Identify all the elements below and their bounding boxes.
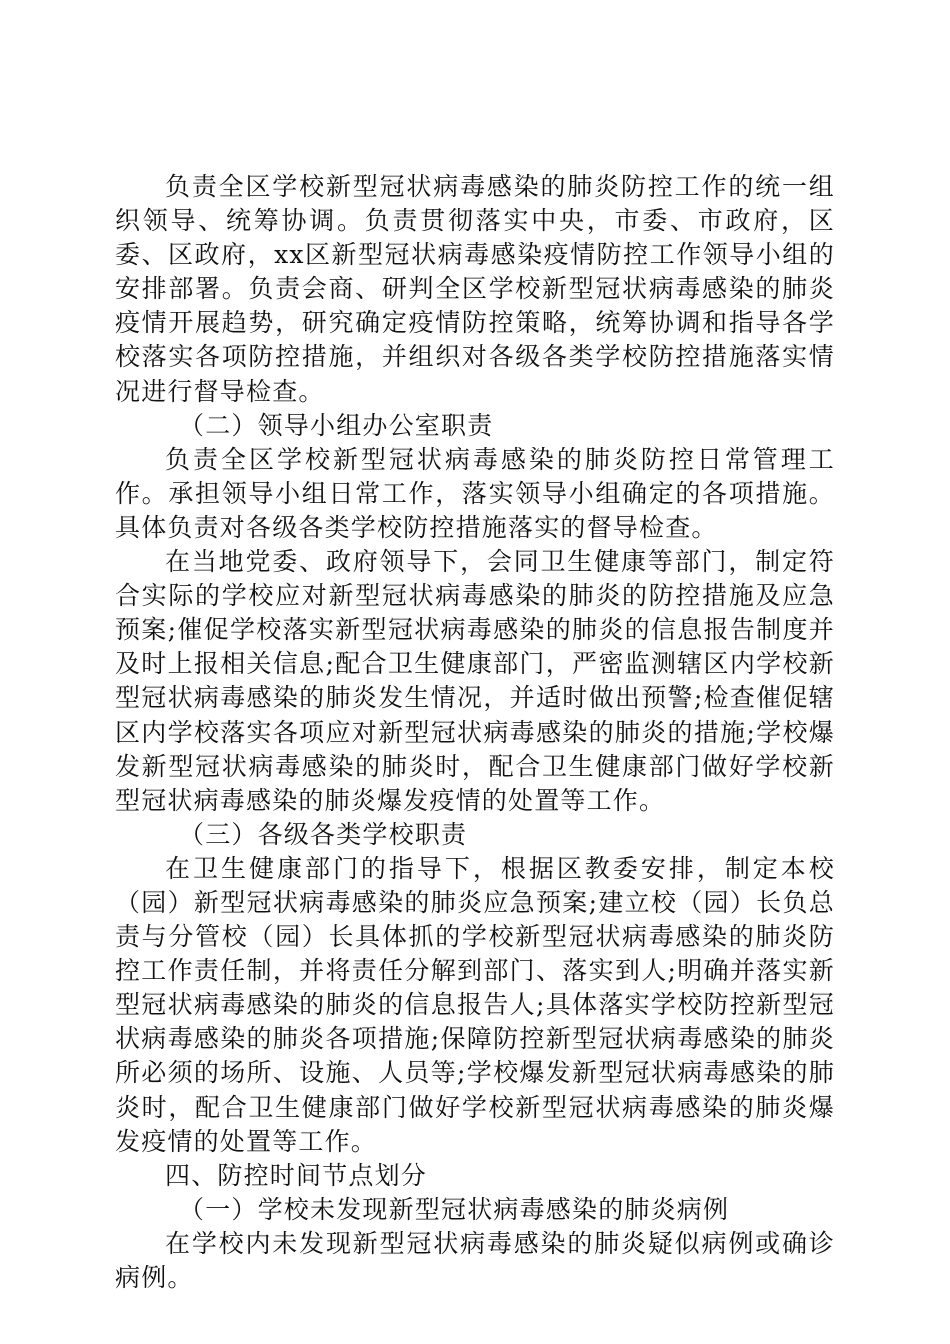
- heading-school-duties: （三）各级各类学校职责: [179, 819, 468, 849]
- paragraph-local-measures: 在当地党委、政府领导下，会同卫生健康等部门，制定符合实际的学校应对新型冠状病毒感染的肺炎的防控措施及应急预案;催促学校落实新型冠状病毒感染的肺炎的信息报告制度并及时上报相关信息;配合卫生健康部门，严密监测辖区内学校新型冠状病毒感染的肺炎发生情况，并适时做出预警;检查催促辖区内学校落实各项应对新型冠状病毒感染的肺炎的措施;学校爆发新型冠状病毒感染的肺炎时，配合卫生健康部门做好学校新型冠状病毒感染的肺炎爆发疫情的处置等工作。: [115, 547, 835, 815]
- document-body: [115, 170, 835, 1295]
- paragraph-no-cases: 在学校内未发现新型冠状病毒感染的肺炎疑似病例或确诊病例。: [115, 1228, 835, 1292]
- heading-no-cases: （一）学校未发现新型冠状病毒感染的肺炎病例: [179, 1194, 730, 1224]
- paragraph-school-duties: 在卫生健康部门的指导下，根据区教委安排，制定本校（园）新型冠状病毒感染的肺炎应急预案;建立校（园）长负总责与分管校（园）长具体抓的学校新型冠状病毒感染的肺炎防控工作责任制，并将责任分解到部门、落实到人;明确并落实新型冠状病毒感染的肺炎的信息报告人;具体落实学校防控新型冠状病毒感染的肺炎各项措施;保障防控新型冠状病毒感染的肺炎所必须的场所、设施、人员等;学校爆发新型冠状病毒感染的肺炎时，配合卫生健康部门做好学校新型冠状病毒感染的肺炎爆发疫情的处置等工作。: [115, 853, 835, 1156]
- paragraph-office-duties: 负责全区学校新型冠状病毒感染的肺炎防控日常管理工作。承担领导小组日常工作，落实领导小组确定的各项措施。具体负责对各级各类学校防控措施落实的督导检查。: [115, 444, 835, 542]
- section-heading-time-nodes: 四、防控时间节点划分: [165, 1160, 428, 1190]
- paragraph-leading-group-duties: 负责全区学校新型冠状病毒感染的肺炎防控工作的统一组织领导、统筹协调。负责贯彻落实中央，市委、市政府，区委、区政府，xx区新型冠状病毒感染疫情防控工作领导小组的安排部署。负责会商、研判全区学校新型冠状病毒感染的肺炎疫情开展趋势，研究确定疫情防控策略，统筹协调和指导各学校落实各项防控措施，并组织对各级各类学校防控措施落实情况进行督导检查。: [115, 172, 835, 406]
- heading-office-duties: （二）领导小组办公室职责: [179, 410, 494, 440]
